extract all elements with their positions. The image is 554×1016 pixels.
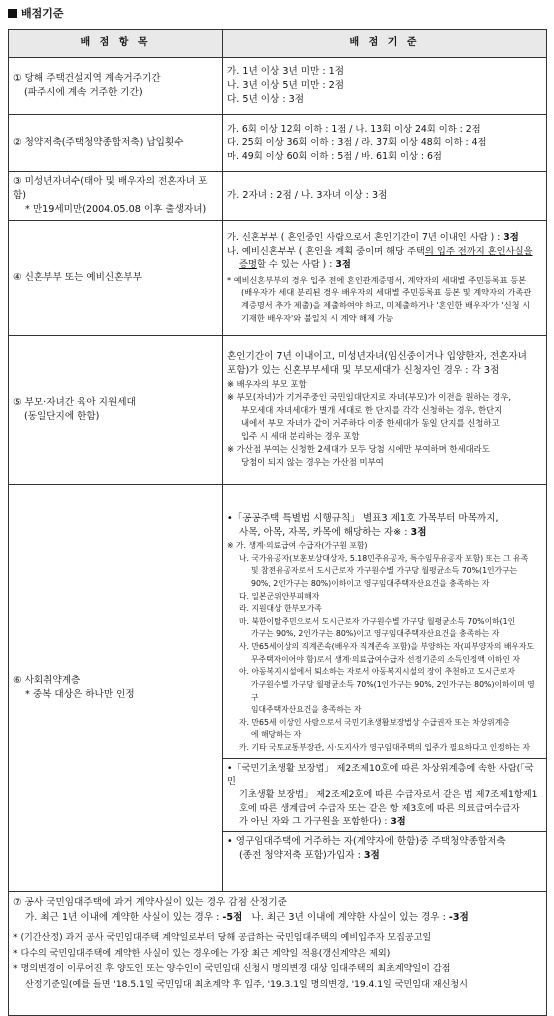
row6-item: ⑥ 사회취약계층 * 중복 대상은 하나만 인정 [9, 484, 223, 891]
row2-item: ② 청약저축(주택청약종합저축) 납입횟수 [9, 115, 223, 172]
row6-criteria [223, 484, 547, 891]
table-row [9, 115, 547, 172]
row4-note: * 예비신혼부부의 경우 입주 전에 혼인관계증명서, 계약자의 세대별 주민등록표 등본 (배우자가 세대 분리된 경우 배우자의 세대별 주민등록표 등본 및 계약자의 가족관 계증명서 추가 제출)을 제출하여야 하고, 미제출하거나 '혼인한 배우자'가 '신청 시 기재한 배우자'와 불일치 시 계약 해제 가능 [227, 274, 532, 323]
row5-item: ⑤ 부모·자녀간 육아 지원세대 (동일단지에 한함) [9, 335, 223, 484]
row6-sub2: •「국민기초생활 보장법」 제2조제10호에 따른 차상위계층에 속한 사람(「국민 기초생활 보장법」 제2조제2호에 따른 수급자로서 같은 법 제7조제1항제1 호에 따른 생계급여 수급자 또는 같은 항 제3호에 따른 의료급여수급자 가 아닌 자와 그 가구원을 포함한다) : 3점 [223, 758, 546, 832]
row6-list: ※ 가. 생계·의료급여 수급자(가구원 포함) 나. 국가유공자(보훈보상대상자, 5.18민주유공자, 특수임무유공자 포함) 또는 그 유족 및 참전유공자로서 도시근로자 가구원수별 가구당 월평균소득 70%(1인가구는 90%, 2인가구는 80%)이하이고 영구임대주택자산요건을 충족하는 자 다. 일본군위안부피해자 라. 지원대상 한부모가족 마. 북한이탈주민으로서 도시근로자 가구원수별 가구당 월평균소득 70%이하(1인 가구는 90%, 2인가구는 80%)이고 영구임대주택자산요건을 충족하는 자 사. 만65세이상의 직계존속(배우자 직계존속 포함)을 부양하는 자(피부양자의 배우자도 무주택자이어야 함)로서 생계·의료급여수급자 선정기준의 소득인정액 이하인 자 아. 아동복지시설에서 퇴소하는 자로서 아동복지시설의 장이 추천하고 도시근로자 가구원수별 가구당 월평균소득 70%(1인가구는 90%, 2인가구는 80%)이하이며 영구 임대주택자산요건을 충족하는 자 자. 만65세 이상인 사람으로서 국민기초생활보장법상 수급권자 또는 차상위계층 에 해당하는 자 카. 기타 국토교통부장관, 시·도지사가 영구임대주택의 입주가 필요하다고 인정하는 자 [227, 541, 535, 753]
row5-criteria: 혼인기간이 7년 이내이고, 미성년자녀(임신중이거나 입양한자, 전혼자녀 포함)가 있는 신혼부부세대 및 부모세대가 신청자인 경우 : 각 3점 ※ 배우자의 부모 포함 ※ 부모(자녀)가 기거주중인 국민임대단지로 자녀(부모)가 이전을 원하는 경우, 부모세대 자녀세대가 별개 세대로 한 단지를 각각 신청하는 경우, 한단지 내에서 부모 자녀가 같이 거주하다 이중 한세대가 동일 단지를 신청하고 입주 시 세대 분리하는 경우 포함 ※ 가산점 부여는 신청한 2세대가 모두 당첨 시에만 부여하며 한세대라도 당첨이 되지 않는 경우는 가산점 미부여 [223, 335, 547, 484]
table-row [9, 172, 547, 221]
table-header-row [9, 30, 547, 58]
row1-item: ① 당해 주택건설지역 계속거주기간 (파주시에 계속 거주한 기간) [9, 58, 223, 115]
footer-cell: ⑦ 공사 국민임대주택에 과거 계약사실이 있는 경우 감점 산정기준 가. 최근 1년 이내에 계약한 사실이 있는 경우 : -5점 나. 최근 3년 이내에 계약한 사실이 있는 경우 : -3점 * (기간산정) 과거 공사 국민임대주택 계약일로부터 당해 공급하는 국민임대주택의 예비입주자 모집공고일 * 다수의 국민임대주택에 계약한 사실이 있는 경우에는 가장 최근 계약일 적용(갱신계약은 제외) * 명의변경이 이루어진 후 양도인 또는 양수인이 국민임대 신청시 명의변경 대상 임대주택의 최초계약일이 감점 산정기준일(예를 들면 '18.5.1일 국민임대 최초계약 후 입주, '19.3.1일 명의변경, '19.4.1일 국민임대 재신청시 [9, 891, 547, 1015]
section-title-text: 배점기준 [21, 7, 64, 20]
row4-criteria: 가. 신혼부부 ( 혼인중인 사람으로서 혼인기간이 7년 이내인 사람 ) : 3점 나. 예비신혼부부 ( 혼인을 계획 중이며 해당 주택의 입주 전까지 혼인사실을 증명할 수 있는 사람 ) : 3점 * 예비신혼부부의 경우 입주 전에 혼인관계증명서, 계약자의 세대별 주민등록표 등본 (배우자가 세대 분리된 경우 배우자의 세대별 주민등록표 등본 및 계약자의 가족관 계증명서 추가 제출)을 제출하여야 하고, 미제출하거나 '혼인한 배우자'가 '신청 시 기재한 배우자'와 불일치 시 계약 해제 가능 [223, 220, 547, 335]
table-row [9, 484, 547, 891]
row1-criteria: 가. 1년 이상 3년 미만 : 1점 나. 3년 이상 5년 미만 : 2점 다. 5년 이상 : 3점 [223, 58, 547, 115]
scoring-table [8, 29, 547, 1016]
square-bullet-icon [8, 9, 17, 18]
table-row [9, 891, 547, 1015]
row4-item: ④ 신혼부부 또는 예비신혼부부 [9, 220, 223, 335]
table-row [9, 335, 547, 484]
table-row [9, 58, 547, 115]
table-row [9, 220, 547, 335]
row6-sub3: • 영구임대주택에 거주하는 자(계약자에 한함)중 주택청약종합저축 (종전 청약저축 포함)가입자 : 3점 [223, 831, 546, 866]
row6-sub1: •「공공주택 특별법 시행규칙」 별표3 제1호 가목부터 마목까지, 사목, 아목, 자목, 카목에 해당하는 자※ : 3점 ※ 가. 생계·의료급여 수급자(가구원 포함) 나. 국가유공자(보훈보상대상자, 5.18민주유공자, 특수임무유공자 포함) 또는 그 유족 및 참전유공자로서 도시근로자 가구원수별 가구당 월평균소득 70%(1인가구는 90%, 2인가구는 80%)이하이고 영구임대주택자산요건을 충족하는 자 다. 일본군위안부피해자 라. 지원대상 한부모가족 마. 북한이탈주민으로서 도시근로자 가구원수별 가구당 월평균소득 70%이하(1인 가구는 90%, 2인가구는 80%)이고 영구임대주택자산요건을 충족하는 자 사. 만65세이상의 직계존속(배우자 직계존속 포함)을 부양하는 자(피부양자의 배우자도 무주택자이어야 함)로서 생계·의료급여수급자 선정기준의 소득인정액 이하인 자 아. 아동복지시설에서 퇴소하는 자로서 아동복지시설의 장이 추천하고 도시근로자 가구원수별 가구당 월평균소득 70%(1인가구는 90%, 2인가구는 80%)이하이며 영구 임대주택자산요건을 충족하는 자 자. 만65세 이상인 사람으로서 국민기초생활보장법상 수급권자 또는 차상위계층 에 해당하는 자 카. 기타 국토교통부장관, 시·도지사가 영구임대주택의 입주가 필요하다고 인정하는 자 [223, 509, 546, 757]
section-title [8, 6, 64, 22]
row2-criteria: 가. 6회 이상 12회 이하 : 1점 / 나. 13회 이상 24회 이하 : 2점 다. 25회 이상 36회 이하 : 3점 / 라. 37회 이상 48회 이하 : 4점 마. 49회 이상 60회 이하 : 5점 / 바. 61회 이상 : 6점 [223, 115, 547, 172]
row5-notes: ※ 배우자의 부모 포함 ※ 부모(자녀)가 기거주중인 국민임대단지로 자녀(부모)가 이전을 원하는 경우, 부모세대 자녀세대가 별개 세대로 한 단지를 각각 신청하는 경우, 한단지 내에서 부모 자녀가 같이 거주하다 이중 한세대가 동일 단지를 신청하고 입주 시 세대 분리하는 경우 포함 ※ 가산점 부여는 신청한 2세대가 모두 당첨 시에만 부여하며 한세대라도 당첨이 되지 않는 경우는 가산점 미부여 [227, 379, 512, 468]
row3-item: ③ 미성년자녀수(태아 및 배우자의 전혼자녀 포함) * 만19세미만(2004.05.08 이후 출생자녀) [9, 172, 223, 221]
header-criteria: 배 점 기 준 [223, 30, 547, 58]
header-item: 배 점 항 목 [9, 30, 223, 58]
footer-notes: * (기간산정) 과거 공사 국민임대주택 계약일로부터 당해 공급하는 국민임대주택의 예비입주자 모집공고일 * 다수의 국민임대주택에 계약한 사실이 있는 경우에는 가장 최근 계약일 적용(갱신계약은 제외) * 명의변경이 이루어진 후 양도인 또는 양수인이 국민임대 신청시 명의변경 대상 임대주택의 최초계약일이 감점 산정기준일(예를 들면 '18.5.1일 국민임대 최초계약 후 입주, '19.3.1일 명의변경, '19.4.1일 국민임대 재신청시 [13, 933, 468, 990]
row3-criteria: 가. 2자녀 : 2점 / 나. 3자녀 이상 : 3점 [223, 172, 547, 221]
